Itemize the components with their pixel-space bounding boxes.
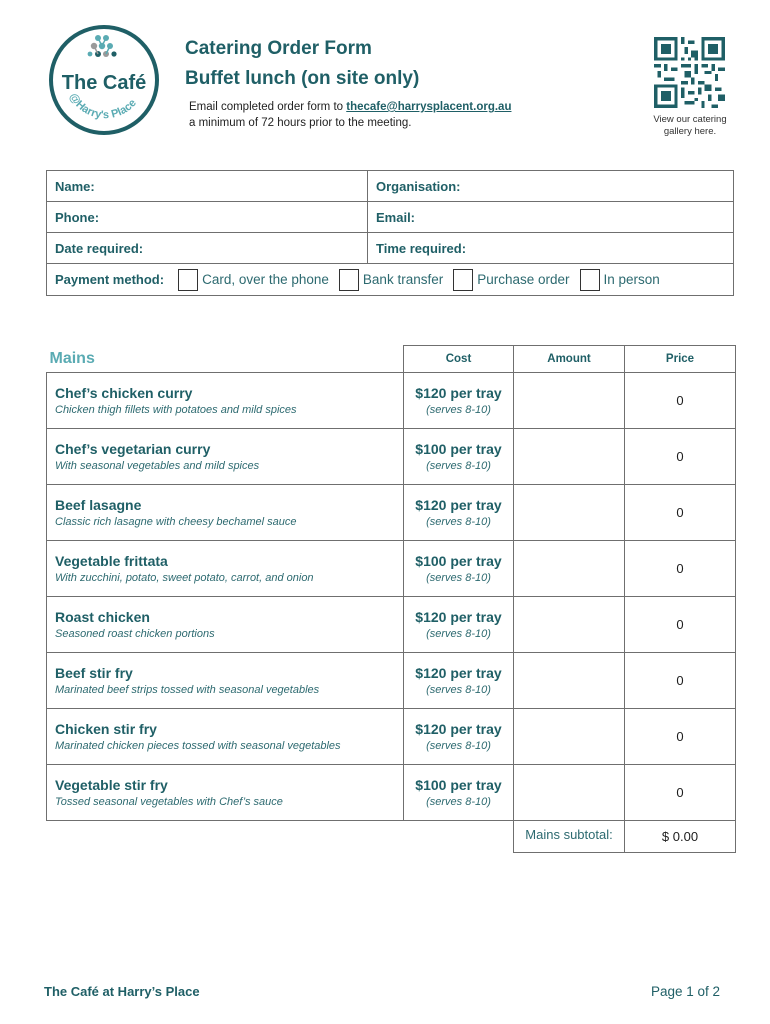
- item-serves: (serves 8-10): [426, 739, 491, 752]
- amount-input[interactable]: [514, 429, 625, 485]
- item-description: With seasonal vegetables and mild spices: [55, 459, 260, 472]
- instruction-line-1: [189, 101, 511, 113]
- item-cell: [47, 765, 404, 821]
- amount-input[interactable]: [514, 485, 625, 541]
- item-serves: (serves 8-10): [426, 627, 491, 640]
- cost-cell: [404, 709, 514, 765]
- cost-cell: [404, 653, 514, 709]
- option-label: Bank transfer: [362, 272, 444, 287]
- mains-header-row: [47, 346, 736, 373]
- instruction-prefix: Email completed order form to: [189, 101, 347, 113]
- item-cell: [47, 709, 404, 765]
- mains-table: [46, 345, 736, 853]
- item-cost: $100 per tray: [415, 776, 502, 793]
- item-price: 0: [625, 541, 736, 597]
- phone-field[interactable]: [47, 202, 368, 233]
- column-header-cost: Cost: [404, 346, 514, 373]
- email-field[interactable]: [368, 202, 734, 233]
- date-required-field[interactable]: [47, 233, 368, 264]
- checkbox[interactable]: [339, 269, 359, 291]
- item-name: Beef stir fry: [55, 664, 133, 681]
- payment-option-in-person[interactable]: [580, 269, 660, 291]
- item-name: Chef’s chicken curry: [55, 384, 193, 401]
- amount-input[interactable]: [514, 765, 625, 821]
- payment-option-po[interactable]: [453, 269, 569, 291]
- cost-cell: [404, 597, 514, 653]
- email-link[interactable]: thecafe@harrysplacent.org.au: [346, 101, 512, 113]
- mains-subtotal-label: Mains subtotal:: [514, 821, 625, 853]
- item-price: 0: [625, 653, 736, 709]
- table-row: [47, 765, 736, 821]
- table-row: [47, 429, 736, 485]
- column-header-amount: Amount: [514, 346, 625, 373]
- blank-cell: [47, 821, 404, 853]
- item-price: 0: [625, 429, 736, 485]
- qr-code-icon[interactable]: [654, 37, 725, 108]
- subtotal-row: [47, 821, 736, 853]
- item-name: Chef’s vegetarian curry: [55, 440, 211, 457]
- option-label: Card, over the phone: [202, 272, 329, 287]
- item-cell: [47, 597, 404, 653]
- checkbox[interactable]: [178, 269, 198, 291]
- payment-method-label: Payment method:: [55, 272, 165, 287]
- item-serves: (serves 8-10): [426, 571, 491, 584]
- instruction-line-2: a minimum of 72 hours prior to the meeting.: [189, 117, 412, 129]
- item-name: Chicken stir fry: [55, 720, 157, 737]
- blank-cell: [404, 821, 514, 853]
- item-price: 0: [625, 485, 736, 541]
- qr-caption-line-1: View our catering: [653, 114, 727, 125]
- date-label: Date required:: [55, 240, 144, 256]
- footer-organisation: The Café at Harry’s Place: [44, 984, 200, 999]
- qr-caption: [640, 114, 740, 138]
- item-cell: [47, 541, 404, 597]
- table-row: [47, 597, 736, 653]
- item-cost: $100 per tray: [415, 552, 502, 569]
- item-name: Vegetable stir fry: [55, 776, 168, 793]
- item-price: 0: [625, 765, 736, 821]
- item-description: With zucchini, potato, sweet potato, carrot, and onion: [55, 571, 314, 584]
- logo-subtext: @Harry's Place: [66, 91, 139, 122]
- item-description: Chicken thigh fillets with potatoes and mild spices: [55, 403, 297, 416]
- page-number: Page 1 of 2: [651, 984, 721, 999]
- table-row: [47, 709, 736, 765]
- item-serves: (serves 8-10): [426, 459, 491, 472]
- item-description: Classic rich lasagne with cheesy bechamel sauce: [55, 515, 297, 528]
- cost-cell: [404, 373, 514, 429]
- option-label: In person: [603, 272, 660, 287]
- logo-text: The Café: [61, 72, 147, 94]
- amount-input[interactable]: [514, 709, 625, 765]
- item-cost: $120 per tray: [415, 384, 502, 401]
- name-field[interactable]: [47, 171, 368, 202]
- phone-label: Phone:: [55, 209, 100, 225]
- amount-input[interactable]: [514, 373, 625, 429]
- payment-option-card[interactable]: [178, 269, 329, 291]
- page-subtitle: Buffet lunch (on site only): [185, 68, 420, 89]
- email-label: Email:: [376, 209, 416, 225]
- time-required-field[interactable]: [368, 233, 734, 264]
- amount-input[interactable]: [514, 541, 625, 597]
- item-cost: $120 per tray: [415, 608, 502, 625]
- cost-cell: [404, 429, 514, 485]
- cafe-logo: [48, 24, 160, 136]
- cost-cell: [404, 485, 514, 541]
- item-description: Tossed seasonal vegetables with Chef’s sauce: [55, 795, 283, 808]
- item-cell: [47, 429, 404, 485]
- qr-caption-line-2: gallery here.: [663, 126, 717, 137]
- item-cost: $120 per tray: [415, 720, 502, 737]
- name-label: Name:: [55, 178, 95, 194]
- customer-details-form: [46, 170, 734, 296]
- table-row: [47, 541, 736, 597]
- item-cost: $100 per tray: [415, 440, 502, 457]
- table-row: [47, 485, 736, 541]
- mains-heading-cell: [47, 346, 404, 373]
- organisation-label: Organisation:: [376, 178, 461, 194]
- checkbox[interactable]: [453, 269, 473, 291]
- item-description: Seasoned roast chicken portions: [55, 627, 215, 640]
- item-name: Vegetable frittata: [55, 552, 168, 569]
- item-description: Marinated chicken pieces tossed with seasonal vegetables: [55, 739, 341, 752]
- page-title: Catering Order Form: [185, 38, 372, 59]
- checkbox[interactable]: [580, 269, 600, 291]
- time-label: Time required:: [376, 240, 467, 256]
- item-cost: $120 per tray: [415, 664, 502, 681]
- mains-heading: Mains: [49, 349, 95, 367]
- payment-option-bank[interactable]: [339, 269, 443, 291]
- organisation-field[interactable]: [368, 171, 734, 202]
- item-serves: (serves 8-10): [426, 515, 491, 528]
- cost-cell: [404, 541, 514, 597]
- amount-input[interactable]: [514, 597, 625, 653]
- option-label: Purchase order: [477, 272, 570, 287]
- item-serves: (serves 8-10): [426, 683, 491, 696]
- item-cell: [47, 653, 404, 709]
- table-row: [47, 373, 736, 429]
- item-name: Beef lasagne: [55, 496, 142, 513]
- item-price: 0: [625, 709, 736, 765]
- table-row: [47, 653, 736, 709]
- item-description: Marinated beef strips tossed with seasonal vegetables: [55, 683, 320, 696]
- mains-subtotal-value: $ 0.00: [625, 821, 736, 853]
- payment-method-row: [47, 264, 734, 296]
- amount-input[interactable]: [514, 653, 625, 709]
- item-cell: [47, 373, 404, 429]
- item-serves: (serves 8-10): [426, 795, 491, 808]
- item-price: 0: [625, 597, 736, 653]
- item-cost: $120 per tray: [415, 496, 502, 513]
- item-name: Roast chicken: [55, 608, 150, 625]
- item-serves: (serves 8-10): [426, 403, 491, 416]
- column-header-price: Price: [625, 346, 736, 373]
- item-cell: [47, 485, 404, 541]
- item-price: 0: [625, 373, 736, 429]
- cost-cell: [404, 765, 514, 821]
